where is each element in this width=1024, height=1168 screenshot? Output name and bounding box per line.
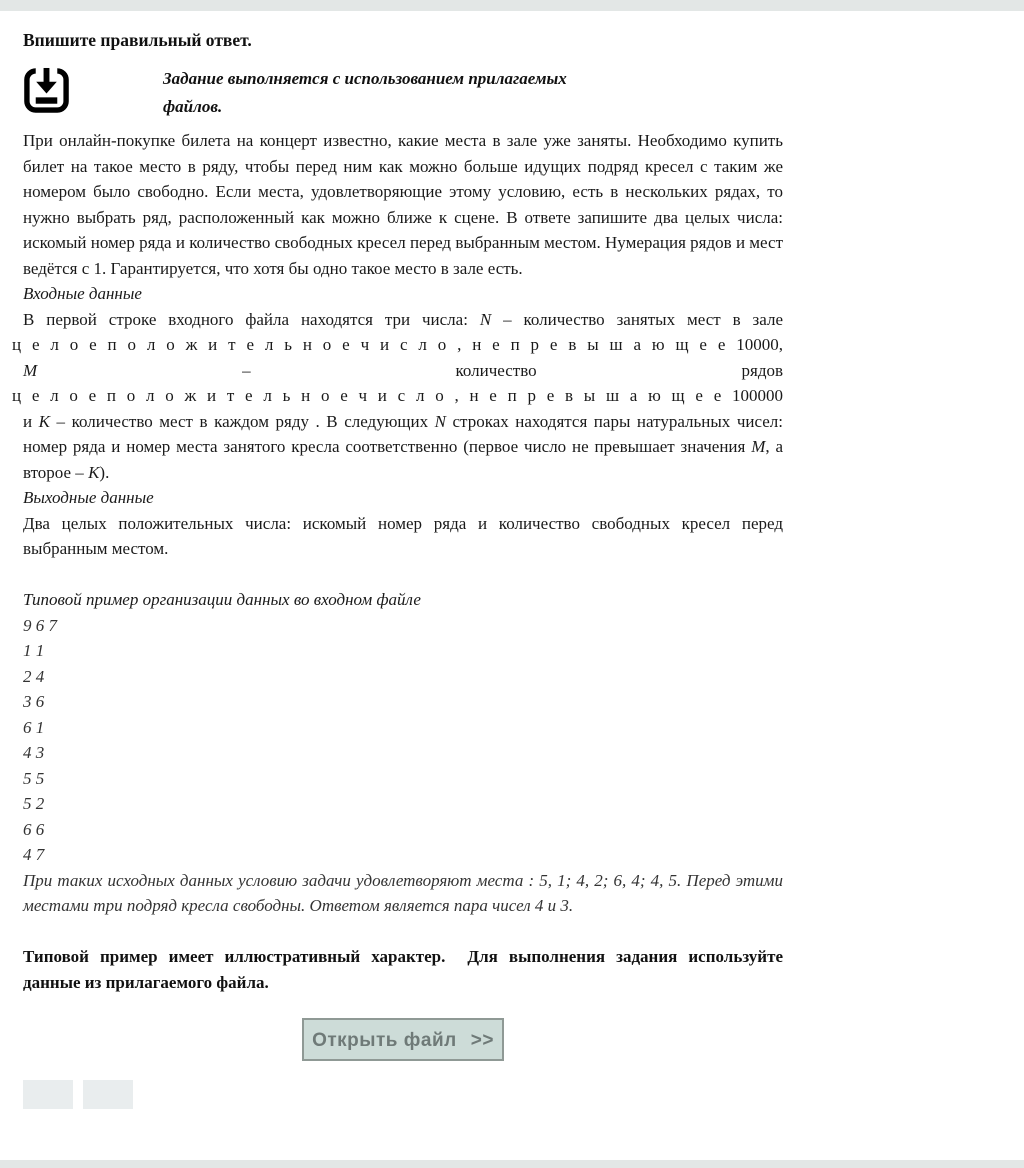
var-k: K bbox=[38, 411, 50, 431]
var-k: K bbox=[88, 462, 100, 482]
attachment-note bbox=[163, 65, 567, 121]
example-line: 4 3 bbox=[23, 743, 45, 762]
answer-input-2[interactable] bbox=[83, 1080, 133, 1109]
example-line: 9 6 7 bbox=[23, 615, 57, 635]
download-icon bbox=[23, 67, 70, 122]
example-line: 1 1 bbox=[23, 641, 45, 660]
input-data-line1 bbox=[23, 307, 783, 333]
answer-input-1[interactable] bbox=[23, 1080, 73, 1109]
var-n: N bbox=[434, 411, 446, 431]
seg: – количество мест в каждом ряду . В следующих bbox=[49, 411, 435, 431]
top-window-bar bbox=[0, 0, 1024, 11]
example-line: 6 6 bbox=[23, 819, 45, 839]
task-description: При онлайн-покупке билета на концерт известно, какие места в зале уже заняты. Необходимо купить билет на такое место в ряду, чтобы перед ним как можно больше идущих подряд кресел с таким же номером было свободно. Если места, удовлетворяющие этому условию, есть в нескольких рядах, то нужно выбрать ряд, расположенный как можно ближе к сцене. В ответе запишите два целых числа: искомый номер ряда и количество свободных кресел перед выбранным местом. Нумерация рядов и мест ведётся с 1. Гарантируется, что хотя бы одно такое место в зале есть. bbox=[23, 131, 783, 278]
input-line1-post: – количество занятых мест в зале bbox=[491, 309, 783, 329]
seg: строках находятся пары натуральных чисел: номер ряда и номер места занятого кресла соответственно (первое число не превышает значения bbox=[23, 411, 783, 456]
example-line: 3 6 bbox=[23, 692, 45, 711]
example-line: 5 2 bbox=[23, 794, 45, 813]
input-data-stretched1: ц е л о е п о л о ж и т е л ь н о е ч и с л о , н е п р е в ы ш а ю щ е е 10000, bbox=[12, 335, 783, 354]
example-line: 4 7 bbox=[23, 845, 45, 864]
input-data-title: Входные данные bbox=[23, 284, 142, 303]
page-title: Впишите правильный ответ. bbox=[23, 30, 252, 50]
example-title: Типовой пример организации данных во входном файле bbox=[23, 590, 421, 609]
output-data-title: Выходные данные bbox=[23, 488, 154, 507]
input-line1-pre: В первой строке входного файла находятся три числа: bbox=[23, 309, 480, 329]
input-data-m-line: M – количество рядов bbox=[23, 360, 783, 380]
button-row bbox=[23, 1018, 783, 1061]
seg: ). bbox=[99, 462, 110, 482]
input-data-stretched2: ц е л о е п о л о ж и т е л ь н о е ч и с л о , н е п р е в ы ш а ю щ е е 100000 bbox=[12, 386, 783, 405]
example-explanation: При таких исходных данных условию задачи удовлетворяют места : 5, 1; 4, 2; 6, 4; 4, 5. Перед этими местами три подряд кресла свободны. Ответом является пара чисел 4 и 3. bbox=[23, 870, 783, 915]
var-n: N bbox=[479, 309, 492, 329]
open-file-button-arrows: >> bbox=[470, 1030, 494, 1051]
open-file-button[interactable] bbox=[302, 1018, 504, 1061]
seg: , а второе – bbox=[23, 437, 784, 482]
example-line: 6 1 bbox=[23, 717, 45, 737]
bottom-window-bar bbox=[0, 1160, 1024, 1168]
example-line: 5 5 bbox=[23, 768, 45, 788]
open-file-button-label: Открыть файл bbox=[312, 1030, 457, 1051]
output-data-text: Два целых положительных числа: искомый номер ряда и количество свободных кресел перед выбранным местом. bbox=[23, 513, 783, 558]
illustrative-note: Типовой пример имеет иллюстративный характер. Для выполнения задания используйте данные из прилагаемого файла. bbox=[23, 947, 783, 992]
attachment-row bbox=[23, 65, 783, 122]
attachment-note-line1: Задание выполняется с использованием прилагаемых bbox=[163, 68, 567, 88]
var-m: M bbox=[751, 437, 766, 456]
task-content bbox=[12, 11, 784, 1109]
seg: и bbox=[23, 411, 39, 431]
attachment-note-line2: файлов. bbox=[163, 96, 223, 116]
answer-row bbox=[23, 1080, 783, 1109]
example-line: 2 4 bbox=[23, 666, 45, 686]
input-data-paragraph bbox=[23, 409, 783, 486]
